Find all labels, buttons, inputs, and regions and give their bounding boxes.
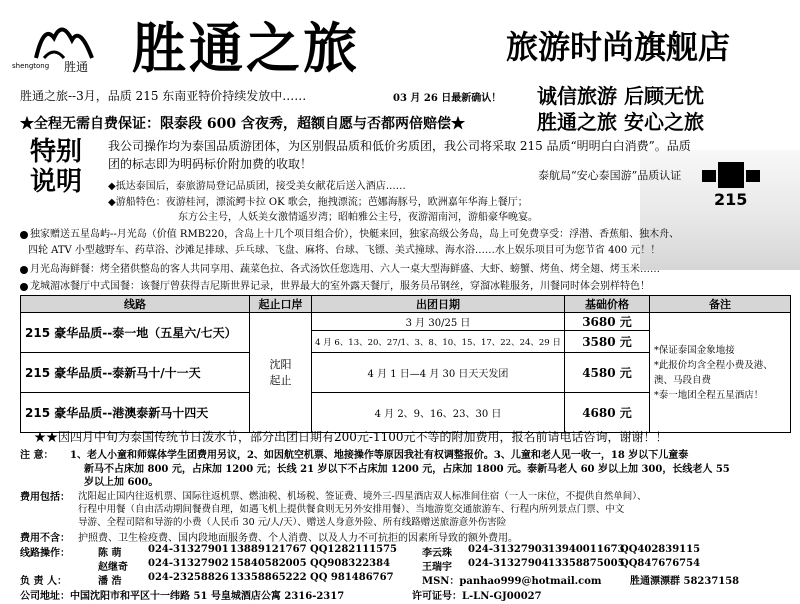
feature-2: 月光岛海鲜餐：烤全猪供整岛的客人共同享用、蔬菜色拉、各式汤饮任您选用、六人一桌大型海鲜盛、大虾、螃蟹、烤鱼、烤全翅、烤玉米……: [20, 260, 660, 275]
price-cell: 4580 元: [565, 353, 650, 393]
note-line-3: 岁以上加 600。: [84, 477, 159, 488]
special-bullet-1: ◆抵达泰国后，泰旅游局登记品质团，接受美女献花后送入酒店……: [108, 181, 406, 192]
logo-cn-text: 胜通: [64, 60, 89, 74]
intro-line: 胜通之旅--3月，品质 215 东南亚特价持续发放中……: [20, 89, 307, 103]
note-item: *此报价均含全程小费及港、澳、马段自费: [654, 359, 773, 386]
badge-215: [700, 160, 762, 210]
update-notice: 03 月 26 日最新确认！: [393, 93, 502, 104]
holiday-notice: ★★因四月中旬为泰国传统节日泼水节，部分出团日期有200元-1100元不等的附加费用，报名前请电话咨询，谢谢！！: [34, 430, 668, 444]
company-address: 公司地址：中国沈阳市和平区十一纬路 51 号皇城酒店公寓 2316-2317: [20, 591, 345, 602]
quality-seal-text: 泰航局“安心泰国游”品质认证: [538, 169, 682, 182]
excludes-line: 护照费、卫生检疫费、国内段地面服务费、个人消费、以及人力不可抗拒的因素所导致的额外费用。: [78, 533, 518, 544]
special-notice-title: 特别说明: [30, 137, 83, 197]
contact-row: 负 责 人： 潘 浩 024-23258826 13358865222 QQ 981486767 MSN：panhao999@hotmail.com 胜通漂漂群 58237158: [20, 572, 740, 587]
feature-1a: 独家赠送五星岛屿--月光岛（价值 RMB220，含岛上十几个项目组合价），快艇来回，独家高级公务岛，岛上可免费享受：浮潜、香蕉船、独木舟、: [20, 225, 679, 240]
includes-label: 费用包括：: [20, 492, 70, 503]
route-price-table: [20, 295, 791, 433]
note-line-1: 1、老人小童和师媒体学生团费用另议，2、如因航空机票、地接操作等原因我社有权调整报价。3、儿童和老人见一收一，18 岁以下儿童泰: [70, 450, 689, 461]
badge-215-text: 215: [714, 190, 748, 209]
table-row: [21, 313, 791, 331]
note-line-2: 新马不占床加 800 元，占床加 1200 元；长线 21 岁以下不占床加 1200 元，占床加 1800 元。泰新马老人 60 岁以上加 300，长线老人 55: [84, 464, 730, 475]
page-subtitle: 旅游时尚旗舰店: [506, 28, 731, 66]
date-cell: 4 月 1 日—4 月 30 日天天发团: [312, 353, 565, 393]
special-bullet-2a: ◆游船特色：夜游桂河，漂流鳄卡拉 OK 歌会，拖拽漂流；芭娜海豚号，欧洲嘉年华海上餐厅；: [108, 197, 528, 208]
col-route: 线路: [21, 296, 250, 313]
special-line-2: 团的标志即为明码标价附加费的收取！: [108, 157, 313, 171]
special-line-1: 我公司操作均为泰国品质游团体，为区别假品质和低价劣质团，我公司将采取 215 品质“明明白白消费”。品质: [108, 139, 691, 153]
page-title: 胜通之旅: [132, 17, 360, 80]
includes-line-1: 沈阳起止国内往返机票、国际往返机票、燃油税、机场税、签证费、境外三-四星酒店双人标准间住宿（一人一床位，不提供自然单间）、: [78, 491, 647, 502]
table-header-row: [21, 296, 791, 313]
route-name: 215 豪华品质--泰一地（五星六/七天）: [21, 313, 250, 353]
feature-1b: 四轮 ATV 小型越野车、药草浴、沙滩足排球、乒乓球、飞盘、麻将、台球、飞镖、美式撞球、海水浴……水上娱乐项目可为您节省 400 元！！: [28, 245, 661, 256]
date-cell: 3 月 30/25 日: [312, 313, 565, 331]
price-cell: 3680 元: [565, 313, 650, 331]
note-item: *泰一地团全程五星酒店！: [654, 389, 764, 401]
feature-3: 龙城湄冰餐厅中式国餐：该餐厅曾获得吉尼斯世界记录，世界最大的室外露天餐厅，服务员吊钢丝，穿溜冰鞋服务，川餐同时体会别样特色！: [20, 277, 650, 292]
mountain-logo-icon: [34, 18, 94, 62]
guarantee-line: ★全程无需自费保证：限泰段 600 含夜秀，超额自愿与否都两倍赔偿★: [20, 116, 465, 132]
includes-line-2: 行程中用餐（自由活动期间餐费自理，如遇飞机上提供餐食则无另外安排用餐）、当地游览交通旅游车、行程内所列景点门票、中文: [78, 504, 625, 515]
col-port: 起止口岸: [250, 296, 312, 313]
slogan-line-1: 诚信旅游 后顾无忧: [537, 84, 704, 108]
contact-row: 线路操作： 陈 萌 024-31327901 13889121767 QQ1282111575 李云珠 024-31327903 13940011673 QQ402839115: [20, 544, 701, 559]
includes-line-3: 导游、全程司陪和导游的小费（人民币 30 元/人/天）、赠送人身意外险、所有线路赠送旅游意外伤害险: [78, 517, 507, 528]
col-date: 出团日期: [312, 296, 565, 313]
col-price: 基础价格: [565, 296, 650, 313]
slogan-line-2: 胜通之旅 安心之旅: [537, 110, 704, 134]
special-bullet-2b: 东方公主号，人妖美女激情遥岁湾；昭帕雅公主号，夜游湄南河，游船豪华晚宴。: [178, 212, 538, 223]
price-cell: 4680 元: [565, 393, 650, 433]
company-logo: [8, 10, 118, 76]
date-cell: 4 月 6、13、20、27/1、3、8、10、15、17、22、24、29 日: [312, 331, 565, 353]
note-item: *保证泰国金象地接: [654, 344, 735, 356]
notes-cell: [650, 313, 791, 433]
note-label: 注 意：: [20, 450, 54, 461]
price-cell: 3580 元: [565, 331, 650, 353]
logo-en-text: shengtong: [12, 62, 50, 70]
route-name: 215 豪华品质--港澳泰新马十四天: [21, 393, 250, 433]
col-notes: 备注: [650, 296, 791, 313]
date-cell: 4 月 2、9、16、23、30 日: [312, 393, 565, 433]
excludes-label: 费用不含：: [20, 533, 70, 544]
port: 沈阳起止: [250, 313, 312, 433]
license-number: 许可证号：L-LN-GJ00027: [412, 591, 542, 602]
route-name: 215 豪华品质--泰新马十/十一天: [21, 353, 250, 393]
